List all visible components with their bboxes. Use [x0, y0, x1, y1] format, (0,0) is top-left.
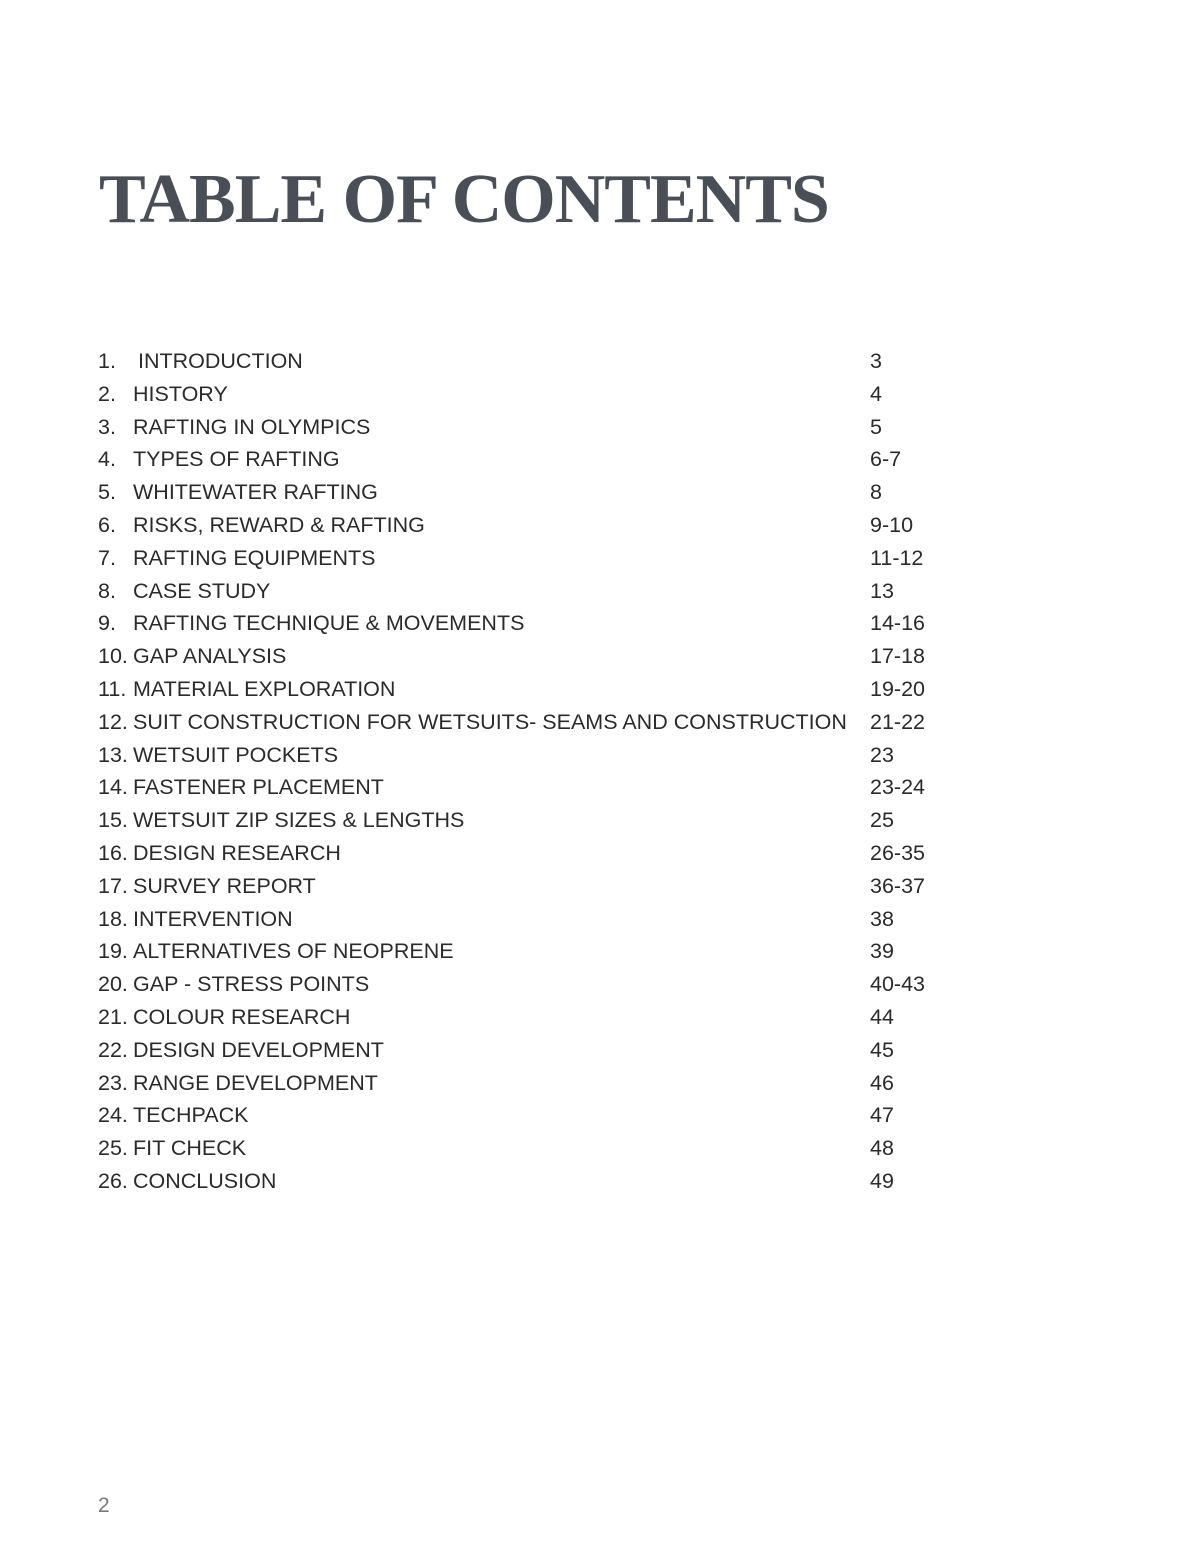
toc-entry-label: GAP - STRESS POINTS — [133, 972, 370, 997]
toc-entry-label: RAFTING IN OLYMPICS — [133, 414, 371, 439]
toc-entry-number: 15. — [98, 808, 128, 833]
toc-entry-number: 18. — [98, 906, 128, 931]
toc-entry-number: 4. — [98, 447, 116, 472]
toc-entry[interactable] — [98, 509, 998, 542]
toc-entry-page: 39 — [870, 939, 894, 964]
toc-entry-page: 8 — [870, 480, 882, 505]
toc-entry[interactable] — [98, 411, 998, 444]
toc-entry[interactable] — [98, 607, 998, 640]
toc-entry-label: MATERIAL EXPLORATION — [133, 676, 396, 701]
toc-entry-page: 21-22 — [870, 709, 925, 734]
toc-entry-label: RAFTING EQUIPMENTS — [133, 545, 376, 570]
toc-entry-label: CONCLUSION — [133, 1168, 277, 1193]
toc-entry[interactable] — [98, 771, 998, 804]
toc-entry-page: 6-7 — [870, 447, 902, 472]
toc-entry[interactable] — [98, 1001, 998, 1034]
toc-entry-number: 11. — [98, 676, 127, 701]
toc-entry-label: TYPES OF RAFTING — [133, 447, 340, 472]
toc-entry[interactable] — [98, 1165, 998, 1198]
toc-entry-page: 26-35 — [870, 840, 925, 865]
toc-entry-number: 22. — [98, 1037, 128, 1062]
toc-entry-label: WETSUIT POCKETS — [133, 742, 339, 767]
toc-entry-number: 13. — [98, 742, 128, 767]
toc-entry-page: 13 — [870, 578, 894, 603]
toc-entry-label: RANGE DEVELOPMENT — [133, 1070, 378, 1095]
toc-entry-number: 21. — [98, 1004, 128, 1029]
toc-entry-label: RISKS, REWARD & RAFTING — [133, 512, 425, 537]
toc-entry-label: SURVEY REPORT — [133, 873, 316, 898]
toc-entry-label: INTRODUCTION — [138, 349, 303, 373]
toc-entry[interactable] — [98, 870, 998, 903]
toc-entry[interactable] — [98, 1099, 998, 1132]
toc-entry-number: 10. — [98, 644, 128, 669]
toc-entry-label: DESIGN DEVELOPMENT — [133, 1037, 384, 1062]
toc-entry-page: 47 — [870, 1103, 894, 1128]
toc-entry-label: CASE STUDY — [133, 578, 271, 603]
toc-entry-number: 19. — [98, 939, 128, 964]
toc-entry-number: 2. — [98, 381, 116, 406]
toc-entry-page: 23-24 — [870, 775, 925, 800]
page-title: TABLE OF CONTENTS — [99, 161, 829, 238]
toc-entry[interactable] — [98, 575, 998, 608]
toc-entry-number: 1. — [98, 349, 116, 373]
toc-entry-page: 45 — [870, 1037, 894, 1062]
toc-entry[interactable] — [98, 1034, 998, 1067]
toc-entry-label: TECHPACK — [133, 1103, 249, 1128]
toc-entry-label: GAP ANALYSIS — [133, 644, 287, 669]
table-of-contents — [98, 345, 998, 1198]
toc-entry-label: COLOUR RESEARCH — [133, 1004, 351, 1029]
toc-entry-label: WETSUIT ZIP SIZES & LENGTHS — [133, 808, 465, 833]
toc-entry-page: 14-16 — [870, 611, 925, 636]
toc-entry-label: RAFTING TECHNIQUE & MOVEMENTS — [133, 611, 525, 636]
toc-entry-page: 9-10 — [870, 512, 914, 537]
toc-entry-page: 38 — [870, 906, 894, 931]
toc-entry-number: 9. — [98, 611, 116, 636]
toc-entry-number: 23. — [98, 1070, 128, 1095]
toc-entry-label: FASTENER PLACEMENT — [133, 775, 384, 800]
toc-entry-page: 40-43 — [870, 972, 925, 997]
toc-entry-label: HISTORY — [133, 381, 228, 406]
toc-entry[interactable] — [98, 706, 998, 739]
toc-entry-label: ALTERNATIVES OF NEOPRENE — [133, 939, 454, 964]
toc-entry[interactable] — [98, 640, 998, 673]
toc-entry-number: 3. — [98, 414, 116, 439]
toc-entry-number: 7. — [98, 545, 116, 570]
toc-entry-number: 24. — [98, 1103, 128, 1128]
page-number: 2 — [98, 1494, 110, 1517]
toc-entry-page: 36-37 — [870, 873, 925, 898]
toc-entry-page: 19-20 — [870, 676, 925, 701]
toc-entry-number: 17. — [98, 873, 128, 898]
toc-entry-page: 46 — [870, 1070, 894, 1095]
toc-entry[interactable] — [98, 1132, 998, 1165]
toc-entry-number: 14. — [98, 775, 128, 800]
toc-entry-number: 16. — [98, 840, 128, 865]
toc-entry-label: INTERVENTION — [133, 906, 293, 931]
toc-entry-label: WHITEWATER RAFTING — [133, 480, 378, 505]
toc-entry[interactable] — [98, 542, 998, 575]
toc-entry-page: 23 — [870, 742, 894, 767]
toc-entry-page: 3 — [870, 349, 882, 373]
toc-entry-number: 26. — [98, 1168, 128, 1193]
toc-entry[interactable] — [98, 476, 998, 509]
toc-entry[interactable] — [98, 968, 998, 1001]
toc-entry-page: 48 — [870, 1136, 894, 1161]
toc-entry-number: 6. — [98, 512, 116, 537]
toc-entry[interactable] — [98, 378, 998, 411]
toc-entry-page: 4 — [870, 381, 882, 406]
toc-entry[interactable] — [98, 903, 998, 936]
toc-entry-page: 49 — [870, 1168, 894, 1193]
toc-entry[interactable] — [98, 837, 998, 870]
toc-entry[interactable] — [98, 804, 998, 837]
toc-entry[interactable] — [98, 345, 998, 378]
toc-entry-number: 20. — [98, 972, 128, 997]
toc-entry[interactable] — [98, 739, 998, 772]
toc-entry[interactable] — [98, 673, 998, 706]
toc-entry-label: SUIT CONSTRUCTION FOR WETSUITS- SEAMS AND CONSTRUCTION — [133, 709, 847, 734]
toc-entry[interactable] — [98, 935, 998, 968]
toc-entry-page: 44 — [870, 1004, 894, 1029]
toc-entry-page: 25 — [870, 808, 894, 833]
toc-entry-page: 11-12 — [870, 545, 924, 570]
toc-entry-number: 12. — [98, 709, 128, 734]
toc-entry-label: DESIGN RESEARCH — [133, 840, 341, 865]
toc-entry-page: 17-18 — [870, 644, 925, 669]
toc-entry-page: 5 — [870, 414, 882, 439]
toc-entry[interactable] — [98, 443, 998, 476]
toc-entry[interactable] — [98, 1067, 998, 1100]
toc-entry-number: 5. — [98, 480, 116, 505]
toc-entry-number: 25. — [98, 1136, 128, 1161]
toc-entry-number: 8. — [98, 578, 116, 603]
toc-entry-label: FIT CHECK — [133, 1136, 247, 1161]
